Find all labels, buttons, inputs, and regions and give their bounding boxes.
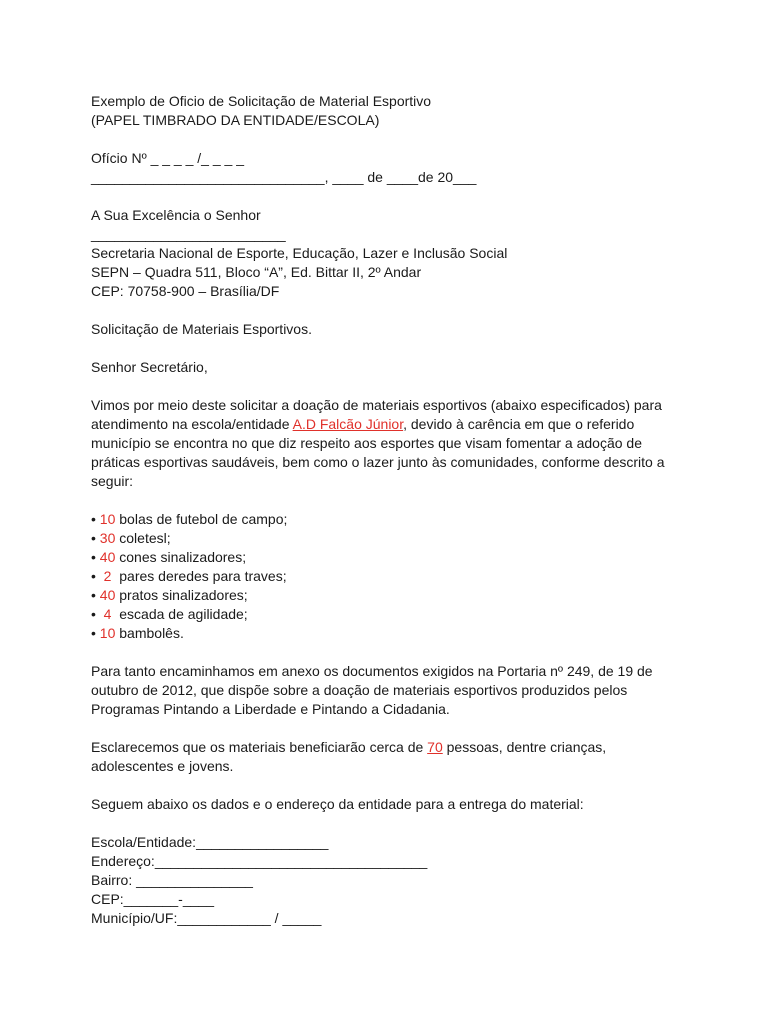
list-item [91, 624, 691, 643]
item-quantity: 30 [99, 530, 116, 546]
item-description: pares deredes para traves; [115, 568, 287, 584]
list-item [91, 510, 691, 529]
request-paragraph [91, 396, 691, 491]
bullet: • [91, 606, 96, 622]
bullet: • [91, 625, 96, 641]
bullet: • [91, 587, 96, 603]
portaria-paragraph: Para tanto encaminhamos em anexo os documentos exigidos na Portaria nº 249, de 19 de outubro de 2012, que dispõe sobre a doação de materiais esportivos produzidos pelos Programas Pintando a Liberdade e Pintando a Cidadania. [91, 663, 653, 717]
item-description: bolas de futebol de campo; [115, 511, 288, 527]
recipient-salutation: A Sua Excelência o Senhor [91, 207, 261, 223]
bullet: • [91, 549, 96, 565]
delivery-intro: Seguem abaixo os dados e o endereço da entidade para a entrega do material: [91, 796, 584, 812]
item-description: pratos sinalizadores; [115, 587, 248, 603]
form-bairro-field: Bairro: _______________ [91, 872, 253, 888]
beneficiaries-text-start: Esclarecemos que os materiais beneficiarão cerca de [91, 739, 428, 755]
request-text-end: , devido à carência em que o referido município se encontra no que diz respeito aos esportes que visam fomentar a adoção de práticas esportivas saudáveis, bem como o lazer junto às comunidades, conforme descrito a seguir: [91, 416, 665, 489]
list-item [91, 529, 691, 548]
materials-list [91, 510, 691, 643]
list-item [91, 567, 691, 586]
recipient-address: SEPN – Quadra 511, Bloco “A”, Ed. Bittar II, 2º Andar [91, 264, 422, 280]
bullet: • [91, 511, 96, 527]
request-text-start: Vimos por meio deste solicitar a doação de materiais esportivos (abaixo especificados) para atendimento na escola/entidade [91, 397, 662, 432]
list-item [91, 605, 691, 624]
item-description: coletesl; [115, 530, 171, 546]
beneficiaries-count-link[interactable]: 70 [427, 739, 443, 755]
recipient-cep: CEP: 70758-900 – Brasília/DF [91, 283, 280, 299]
item-description: escada de agilidade; [115, 606, 248, 622]
document-subtitle: (PAPEL TIMBRADO DA ENTIDADE/ESCOLA) [91, 112, 380, 128]
item-quantity: 4 [99, 606, 116, 622]
entity-name-link[interactable]: A.D Falcão Júnior [292, 416, 404, 432]
recipient-organization: Secretaria Nacional de Esporte, Educação, Lazer e Inclusão Social [91, 245, 508, 261]
list-item [91, 548, 691, 567]
item-description: bambolês. [115, 625, 184, 641]
bullet: • [91, 568, 96, 584]
bullet: • [91, 530, 96, 546]
form-endereco-field: Endereço:___________________________________ [91, 853, 428, 869]
form-escola-field: Escola/Entidade:_________________ [91, 834, 329, 850]
item-quantity: 40 [99, 549, 116, 565]
item-description: cones sinalizadores; [115, 549, 247, 565]
date-line: ______________________________, ____ de ____de 20___ [91, 169, 477, 185]
oficio-number: Ofício Nº _ _ _ _ /_ _ _ _ [91, 150, 244, 166]
form-municipio-field: Município/UF:____________ / _____ [91, 910, 322, 926]
beneficiaries-paragraph [91, 738, 691, 776]
beneficiaries-text-end: pessoas, dentre crianças, adolescentes e jovens. [91, 739, 607, 774]
item-quantity: 10 [99, 511, 116, 527]
document-title: Exemplo de Oficio de Solicitação de Material Esportivo [91, 93, 432, 109]
item-quantity: 2 [99, 568, 116, 584]
item-quantity: 40 [99, 587, 116, 603]
item-quantity: 10 [99, 625, 116, 641]
form-cep-field: CEP:_______-____ [91, 891, 214, 907]
greeting: Senhor Secretário, [91, 359, 208, 375]
subject-line: Solicitação de Materiais Esportivos. [91, 321, 312, 337]
list-item [91, 586, 691, 605]
letter-body [91, 92, 691, 928]
recipient-name-blank: _________________________ [91, 226, 286, 242]
